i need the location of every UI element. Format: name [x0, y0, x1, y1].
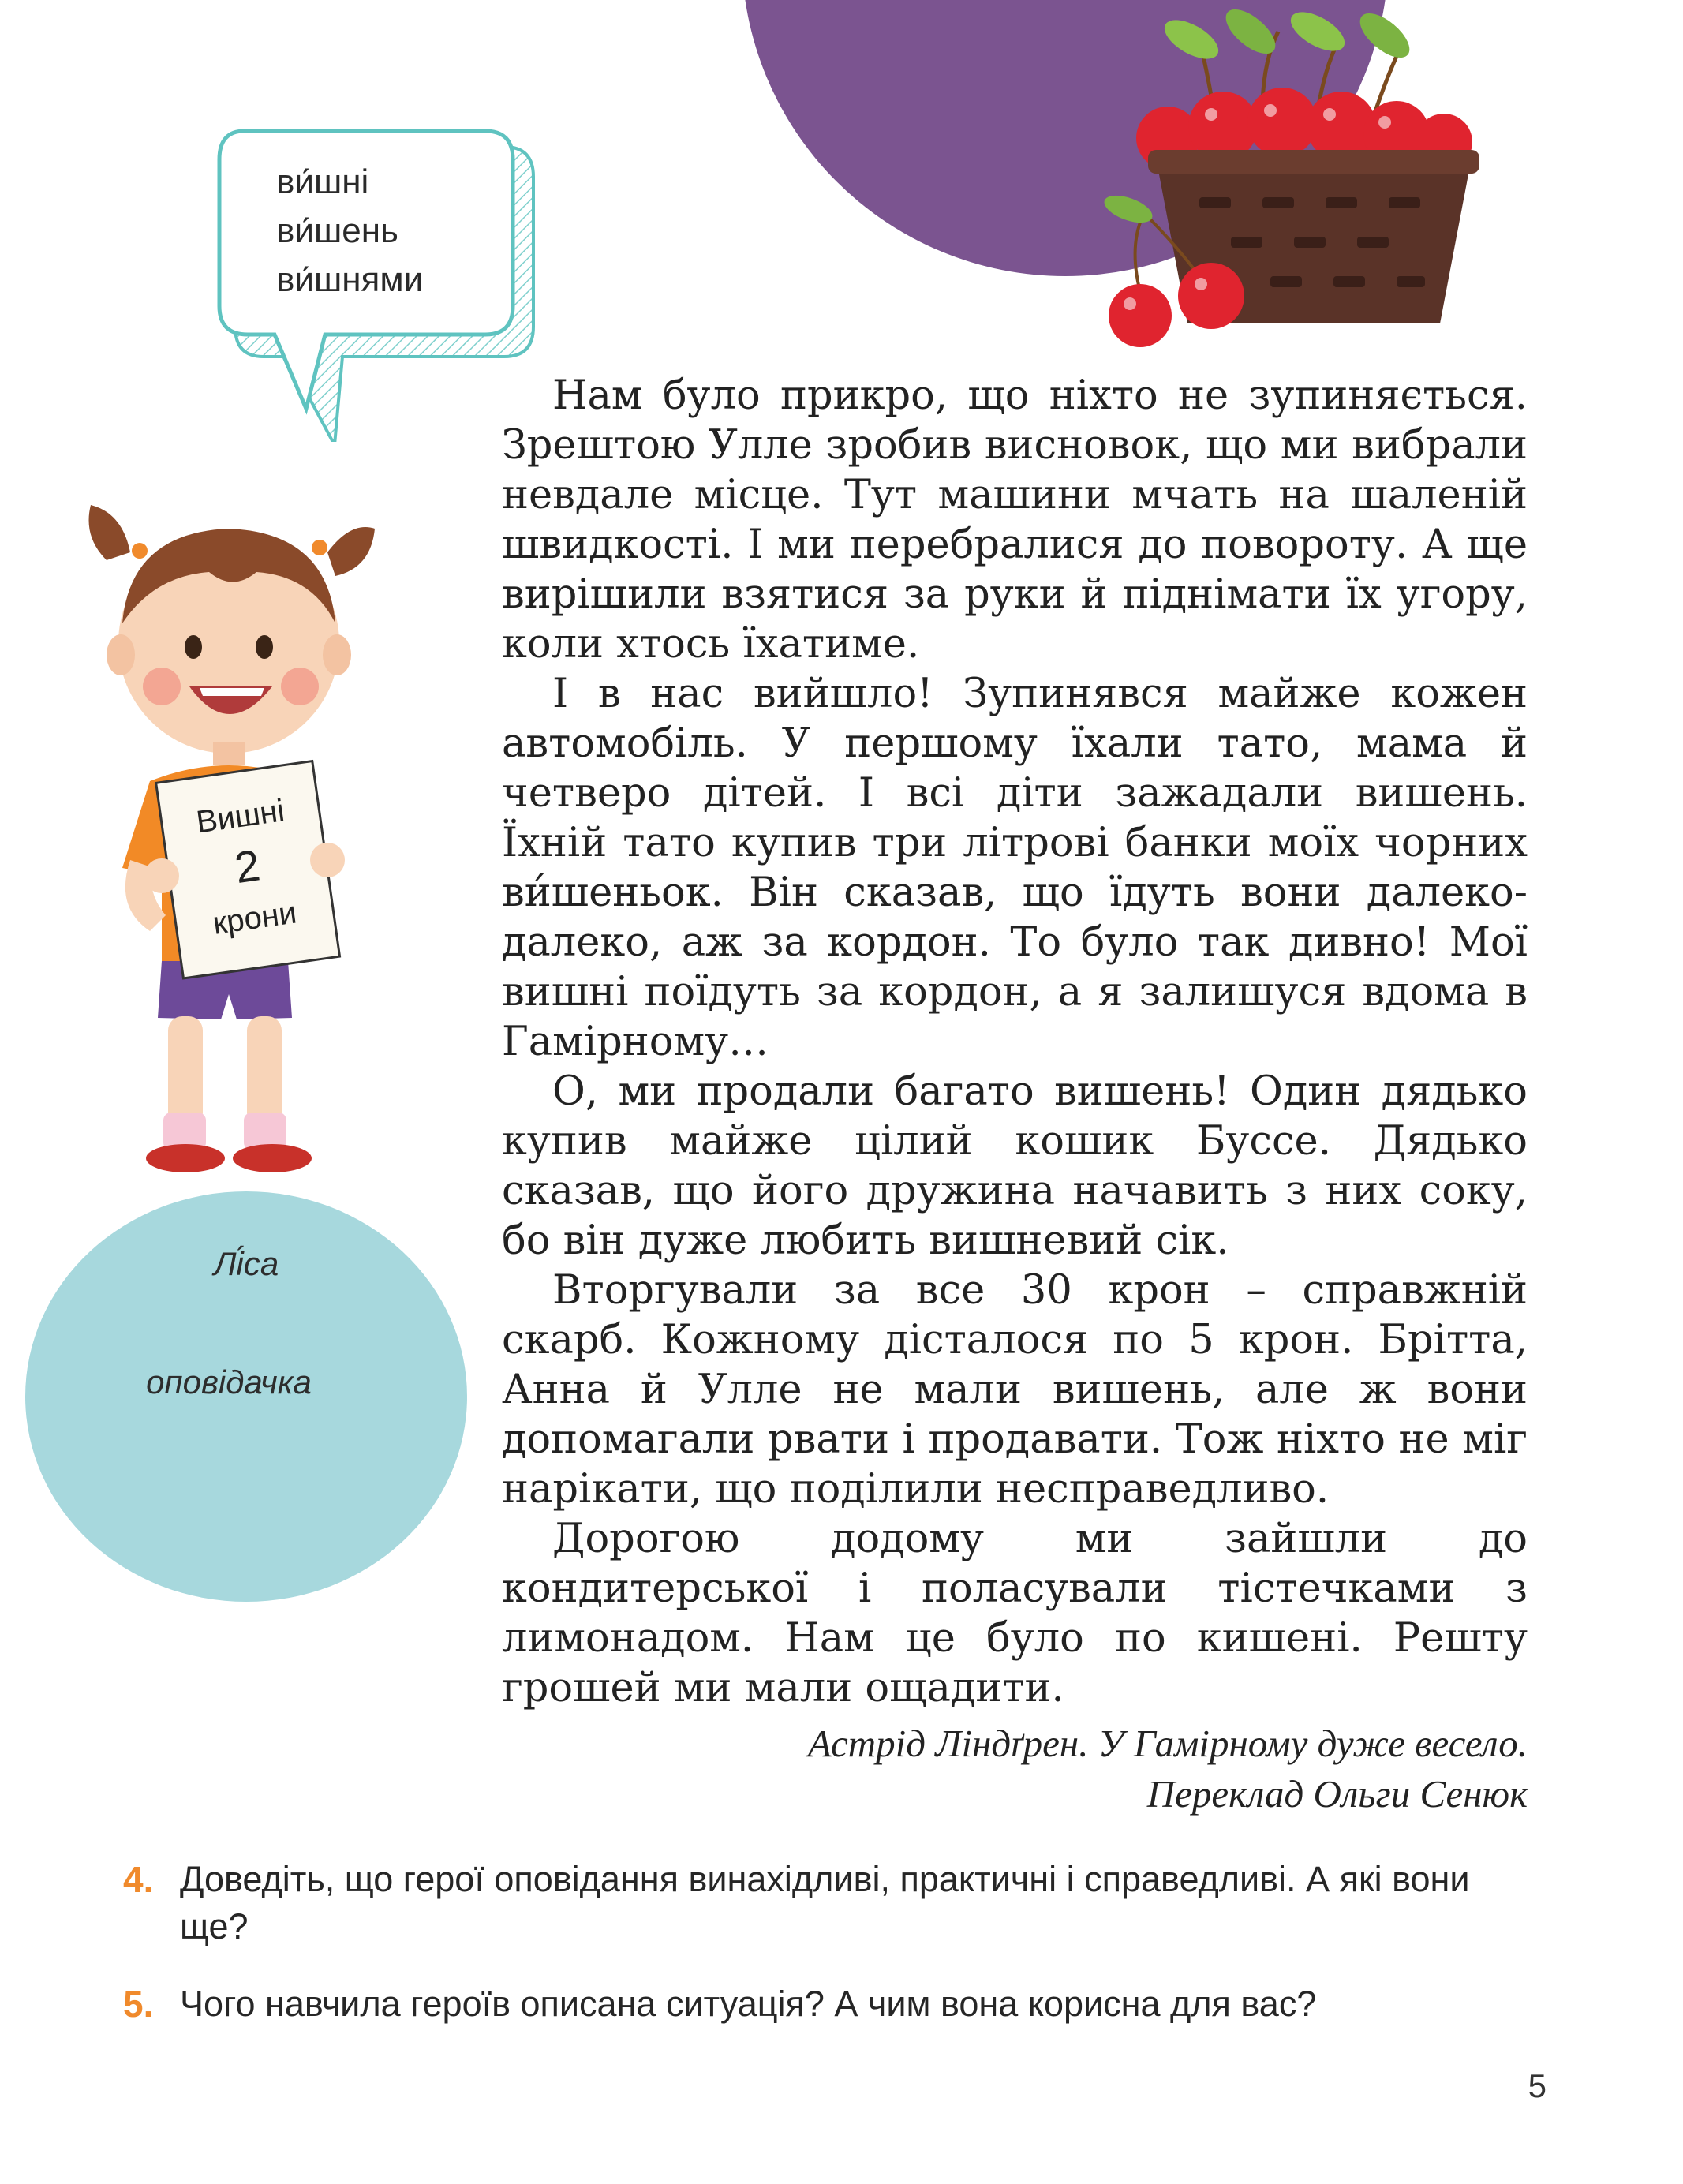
story-paragraph: О, ми продали багато вишень! Один дядько купив майже цілий кошик Буссе. Дядько сказав, що його дружина начавить з них соку, бо він дуже любить вишневий сік. [502, 1068, 1528, 1264]
task-number: 5. [123, 1984, 154, 2025]
attribution-author-title: Астрід Ліндґрен. У Гамірному дуже весело. [807, 1722, 1528, 1765]
bubble-word: ви́шнями [276, 260, 424, 299]
attribution-translator: Переклад Ольги Сенюк [1146, 1772, 1528, 1816]
bubble-word: ви́шні [276, 163, 369, 201]
page-number: 5 [1528, 2067, 1546, 2104]
story-text [502, 371, 1528, 1713]
story-paragraph: І в нас вийшло! Зупинявся майже кожен автомобіль. У першому їхали тато, мама й четверо дітей. І всі діти зажадали вишень. Їхній тато купив три літрові банки моїх чорних ви́шеньок. Він сказав, що їдуть вони далеко-далеко, аж за кордон. То було так дивно! Мої вишні поїдуть за кордон, а я залишуся вдома в Гамірному… [502, 671, 1528, 1065]
task-item [123, 1856, 1539, 1950]
story-paragraph: Нам було прикро, що ніхто не зупиняється. Зрештою Улле зробив висновок, що ми вибрали невдале місце. Тут машини мчать на шаленій швидкості. І ми перебралися до повороту. А ще вирішили взятися за руки й піднімати їх угору, коли хтось їхатиме. [502, 372, 1528, 668]
story-paragraph: Дорогою додому ми зайшли до кондитерської і поласували тістечками з лимонадом. Нам це було по кишені. Решту грошей ми мали ощадити. [502, 1516, 1528, 1711]
cherry-basket-illustration [1081, 8, 1499, 363]
girl-role-label: оповідачка [146, 1363, 312, 1401]
sign-line: крони [210, 895, 299, 941]
bubble-word: ви́шень [276, 211, 398, 250]
task-item [123, 1980, 1539, 2028]
task-number: 4. [123, 1859, 154, 1900]
speech-bubble [213, 126, 544, 442]
girl-illustration [75, 489, 391, 1223]
story-paragraph: Вторгували за все 30 крон – справжній скарб. Кожному дісталося по 5 крон. Брітта, Анна й Улле не мали вишень, але ж вони допомагали рвати і продавати. Тож ніхто не міг нарікати, що поділили несправедливо. [502, 1267, 1528, 1513]
story-attribution [502, 1718, 1528, 1819]
girl-name-label: Лі́са [213, 1245, 279, 1282]
sign-line: Вишні [194, 793, 287, 840]
task-text: Чого навчила героїв описана ситуація? А чим вона корисна для вас? [180, 1984, 1317, 2024]
sign-line: 2 [231, 840, 264, 893]
task-text: Доведіть, що герої оповідання винахідливі, практичні і справедливі. А які вони ще? [180, 1859, 1470, 1947]
